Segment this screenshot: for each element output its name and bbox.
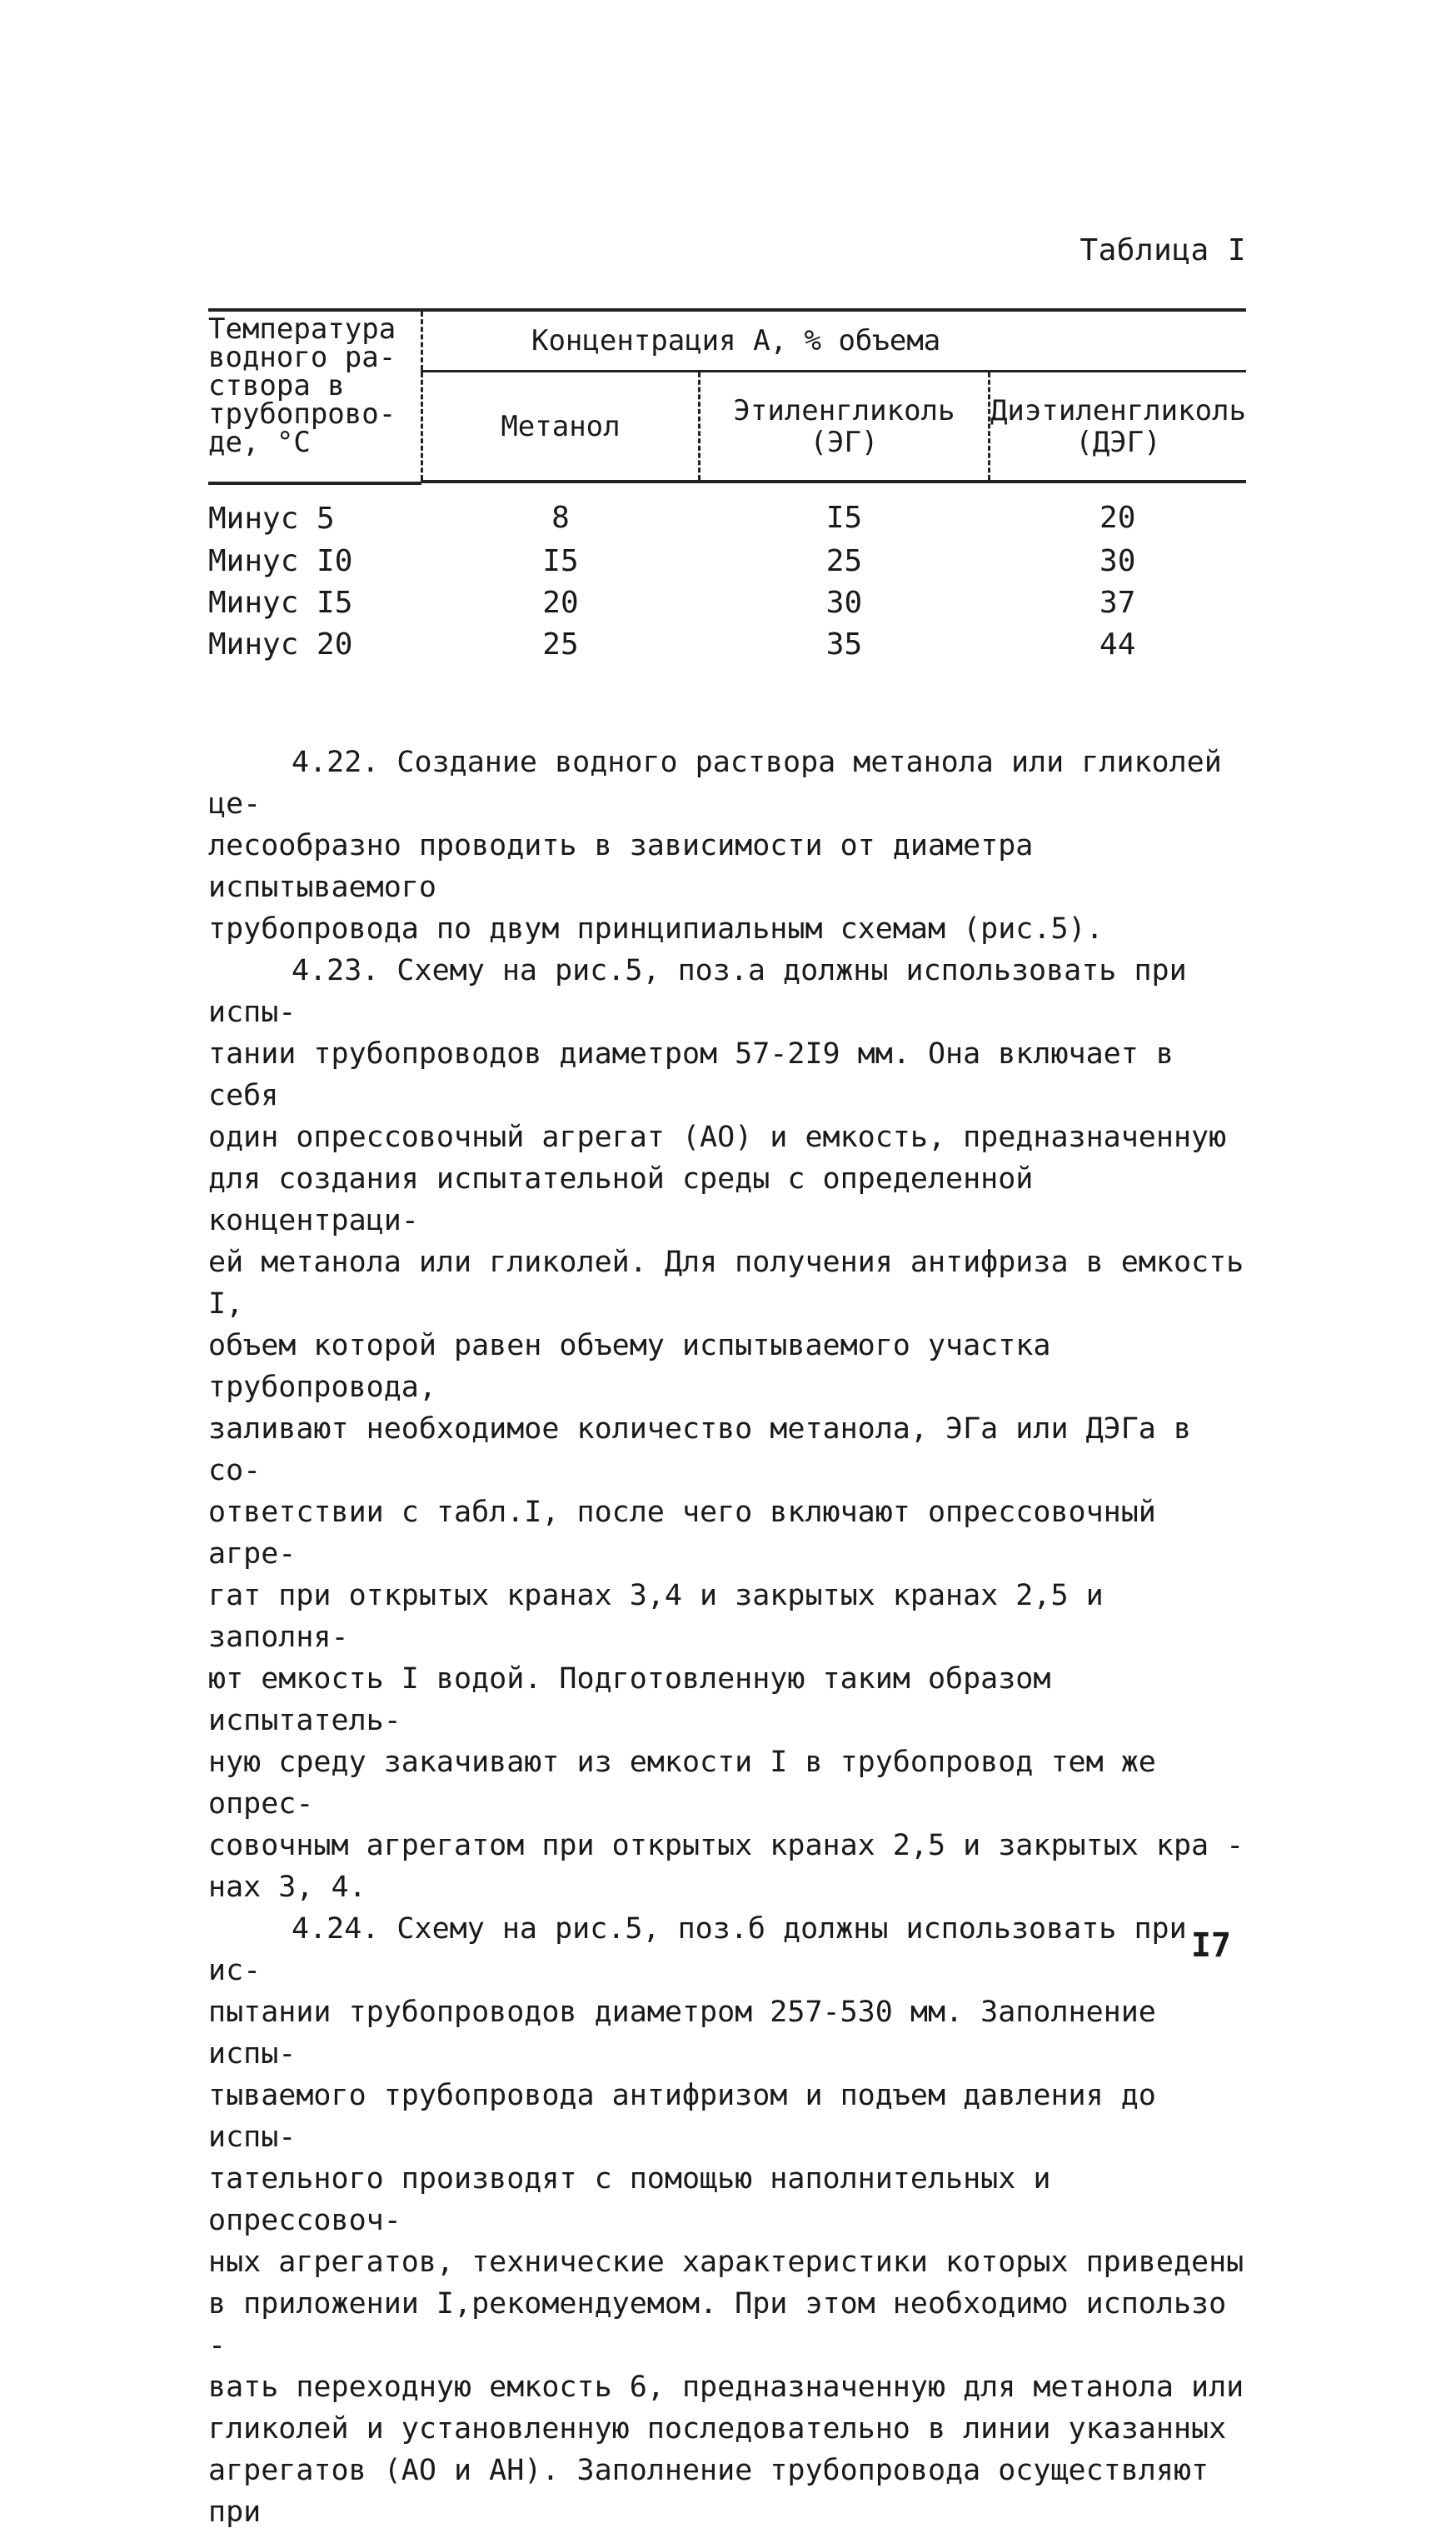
concentration-table-wrapper [208,308,1246,665]
page-number: I7 [1190,1926,1231,1965]
header-diethylene-glycol [989,372,1246,482]
header-concentration-group: Концентрация А, % объема [421,310,1246,372]
table-row [208,483,1246,540]
header-temperature-text: Температура водного ра- створа в трубопрово- де, °С [208,312,396,459]
cell-methanol: 25 [542,627,579,662]
table-row [208,582,1246,623]
cell-ethylene-glycol: 35 [825,627,863,662]
cell-diethylene-glycol: 20 [1099,500,1136,535]
row-label: Минус 5 [208,501,335,536]
cell-diethylene-glycol: 44 [1099,627,1136,662]
table-caption: Таблица I [1080,233,1246,267]
header-temperature [208,310,421,482]
row-label: Минус 20 [208,627,353,662]
row-label: Минус I5 [208,585,353,620]
paragraph-4-22: 4.22. Создание водного раствора метанола или гликолей це- лесообразно проводить в зависимости от диаметра испытываемого трубопровода по двум принципиальным схемам (рис.5). [208,746,1222,946]
cell-methanol: 8 [551,500,570,535]
cell-diethylene-glycol: 37 [1099,585,1136,620]
cell-diethylene-glycol: 30 [1099,543,1136,578]
paragraph-4-24: 4.24. Схему на рис.5, поз.б должны использовать при ис- пытании трубопроводов диаметром 257-530 мм. Заполнение испы- тываемого трубопровода антифризом и подъем давления до испы- тательного производят с помощью наполнительных и опрессовоч- ных агрегатов, технические характеристики которых приведены в приложении I,рекомендуемом. При этом необходимо использо - вать переходную емкость 6, предназначенную для метанола или гликолей и установленную последовательно в линии указанных агрегатов (АО и АН). Заполнение трубопровода осуществляют при [208,1912,1244,2529]
concentration-table [208,308,1246,665]
cell-ethylene-glycol: I5 [825,500,863,535]
header-ethylene-glycol-text: Этиленгликоль (ЭГ) [733,393,955,459]
cell-ethylene-glycol: 25 [825,543,863,578]
paragraph-4-23: 4.23. Схему на рис.5, поз.а должны использовать при испы- тании трубопроводов диаметром 57-2I9 мм. Она включает в себя один опрессовочный агрегат (АО) и емкость, предназначенную для создания испытательной среды с определенной концентраци- ей метанола или гликолей. Для получения антифриза в емкость I, объем которой равен объему испытываемого участка трубопровода, заливают необходимое количество метанола, ЭГа или ДЭГа в со- ответствии с табл.I, после чего включают опрессовочный агре- гат при открытых кранах 3,4 и закрытых кранах 2,5 и заполня- ют емкость I водой. Подготовленную таким образом испытатель- ную среду закачивают из емкости I в трубопровод тем же опрес- совочным агрегатом при открытых кранах 2,5 и закрытых кра - нах 3, 4. [208,954,1244,1904]
header-methanol-text: Метанол [501,409,621,443]
header-ethylene-glycol [699,372,989,482]
header-methanol [421,372,699,482]
table-row [208,540,1246,582]
header-diethylene-glycol-text: Диэтиленгликоль (ДЭГ) [990,393,1246,459]
cell-methanol: 20 [542,585,579,620]
body-text [208,742,1251,2533]
table-row [208,623,1246,665]
cell-methanol: I5 [542,543,579,578]
row-label: Минус I0 [208,543,353,578]
cell-ethylene-glycol: 30 [825,585,863,620]
